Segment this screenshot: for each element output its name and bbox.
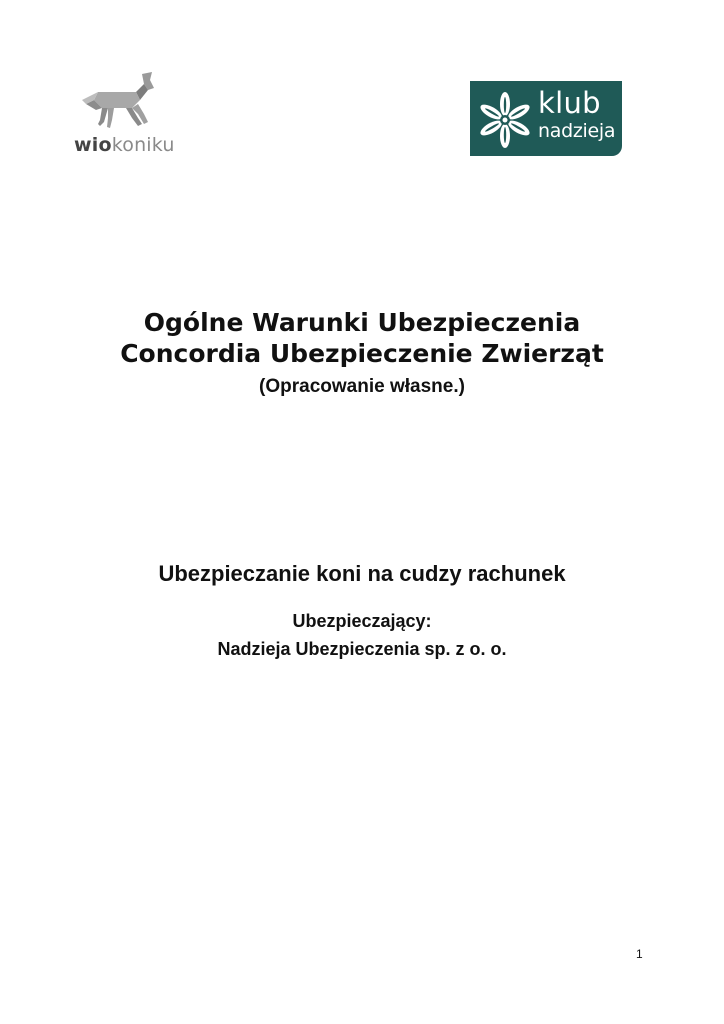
section-heading: Ubezpieczanie koni na cudzy rachunek <box>158 561 566 586</box>
klub-nadzieja-logo <box>470 81 622 156</box>
page-number: 1 <box>636 947 643 961</box>
flower-icon <box>476 91 534 149</box>
insurer-name: Nadzieja Ubezpieczenia sp. z o. o. <box>217 639 507 659</box>
klub-wordmark: klub <box>538 86 601 120</box>
document-title-line1: Ogólne Warunki Ubezpieczenia <box>143 308 581 337</box>
document-title-line2: Concordia Ubezpieczenie Zwierząt <box>120 339 604 368</box>
wiokoniku-logo <box>74 70 174 160</box>
insurer-label: Ubezpieczający: <box>292 611 432 631</box>
nadzieja-wordmark: nadzieja <box>538 120 616 142</box>
document-subtitle: (Opracowanie własne.) <box>259 376 465 397</box>
horse-icon <box>80 70 160 132</box>
wiokoniku-wordmark: wiokoniku <box>74 134 175 156</box>
